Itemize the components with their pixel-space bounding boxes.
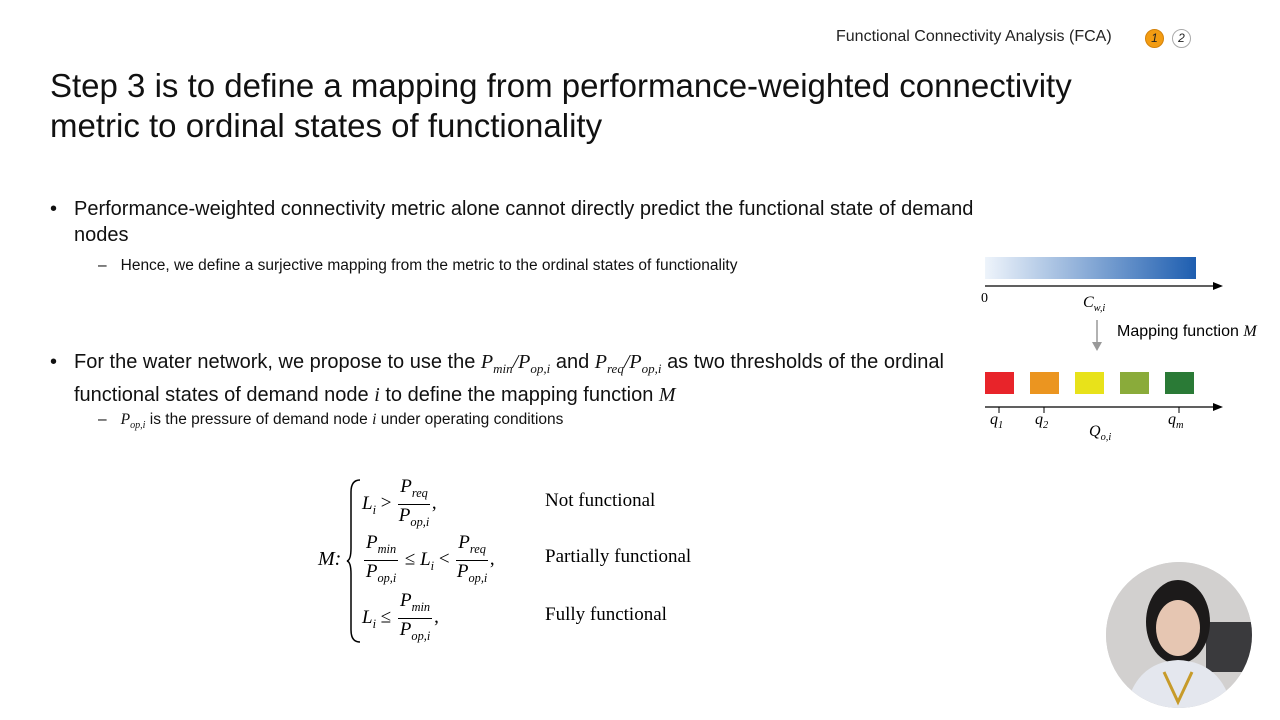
threshold-pmin: $P_{min}/P_{op,i}$ (480, 351, 551, 376)
bullet-2-text-b: as two thresholds of the ordinal functional states of demand node (74, 351, 944, 406)
state-box-4 (1120, 372, 1149, 394)
presenter-video (1106, 562, 1252, 708)
page-indicator-2[interactable]: 2 (1172, 29, 1191, 48)
bullet-1-subitem: – Hence, we define a surjective mapping from the metric to the ordinal states of functionality (98, 257, 738, 274)
state-symbol: $Q_{o,i}$ (1089, 423, 1112, 444)
bullet-1-subitem-text: Hence, we define a surjective mapping from the metric to the ordinal states of functionality (120, 257, 738, 274)
state-q2-label: $q_2$ (1035, 411, 1049, 432)
mapping-formula (318, 476, 738, 648)
slide-title: Step 3 is to define a mapping from performance-weighted connectivity metric to ordinal states of functionality (50, 67, 1072, 144)
metric-symbol: $C_{w,i}$ (1083, 294, 1106, 315)
formula-brace (346, 478, 362, 644)
mapping-symbol: M (658, 384, 676, 406)
axis-zero-label: 0 (981, 291, 988, 306)
bullet-2-text-c: to define the mapping function (385, 384, 654, 406)
metric-gradient-bar (985, 257, 1196, 279)
state-box-5 (1165, 372, 1194, 394)
pop-symbol: $P_{op,i}$ (120, 411, 146, 432)
state-fully-functional: Fully functional (545, 604, 667, 625)
state-q1-label: $q_1$ (990, 411, 1004, 432)
bullet-2-subitem: – $P_{op,i}$ is the pressure of demand node i under operating conditions (98, 411, 564, 432)
bullet-2-subitem-text: is the pressure of demand node (149, 411, 368, 428)
formula-row-2: $\frac{P_{min}}{P_{op,i}}$ ≤ $L_i$ < $\frac{P_{req}}{P_{op,i}}$ , Partially functional (365, 532, 692, 585)
bullet-1: • Performance-weighted connectivity metric alone cannot directly predict the functional state of demand nodes (50, 196, 980, 248)
mapping-arrow (1091, 320, 1103, 352)
state-box-3 (1075, 372, 1104, 394)
state-not-functional: Not functional (545, 490, 656, 511)
state-partially-functional: Partially functional (545, 546, 692, 567)
presenter-image (1106, 562, 1252, 708)
formula-row-1: $L_i$ > $\frac{P_{req}}{P_{op,i}}$ , Not functional (362, 476, 656, 529)
metric-axis (983, 279, 1225, 291)
page-indicator-1[interactable]: 1 (1145, 29, 1164, 48)
formula-row-3: $L_i$ ≤ $\frac{P_{min}}{P_{op,i}}$ , Fully functional (362, 590, 667, 643)
node-symbol: i (374, 384, 380, 406)
node-symbol-2: i (372, 411, 377, 428)
formula-lhs: M: (318, 548, 342, 570)
state-qm-label: $q_m$ (1168, 411, 1184, 432)
threshold-preq: $P_{req}/P_{op,i}$ (594, 351, 662, 376)
header-title: Functional Connectivity Analysis (FCA) (836, 28, 1112, 45)
bullet-2-and: and (555, 351, 590, 373)
bullet-1-text: Performance-weighted connectivity metric alone cannot directly predict the functional state of demand nodes (74, 198, 974, 246)
state-box-1 (985, 372, 1014, 394)
bullet-2-text-a: For the water network, we propose to use the (74, 351, 476, 373)
bullet-2: • For the water network, we propose to use the $P_{min}/P_{op,i}$ and $P_{req}/P_{op,i}$ as two thresholds of the ordinal functional states of demand node i to define the mapping function M (50, 351, 944, 406)
mapping-function-label: Mapping function M (1117, 323, 1257, 340)
state-box-2 (1030, 372, 1059, 394)
state-axis (983, 400, 1225, 414)
bullet-2-subitem-text-b: under operating conditions (380, 411, 564, 428)
